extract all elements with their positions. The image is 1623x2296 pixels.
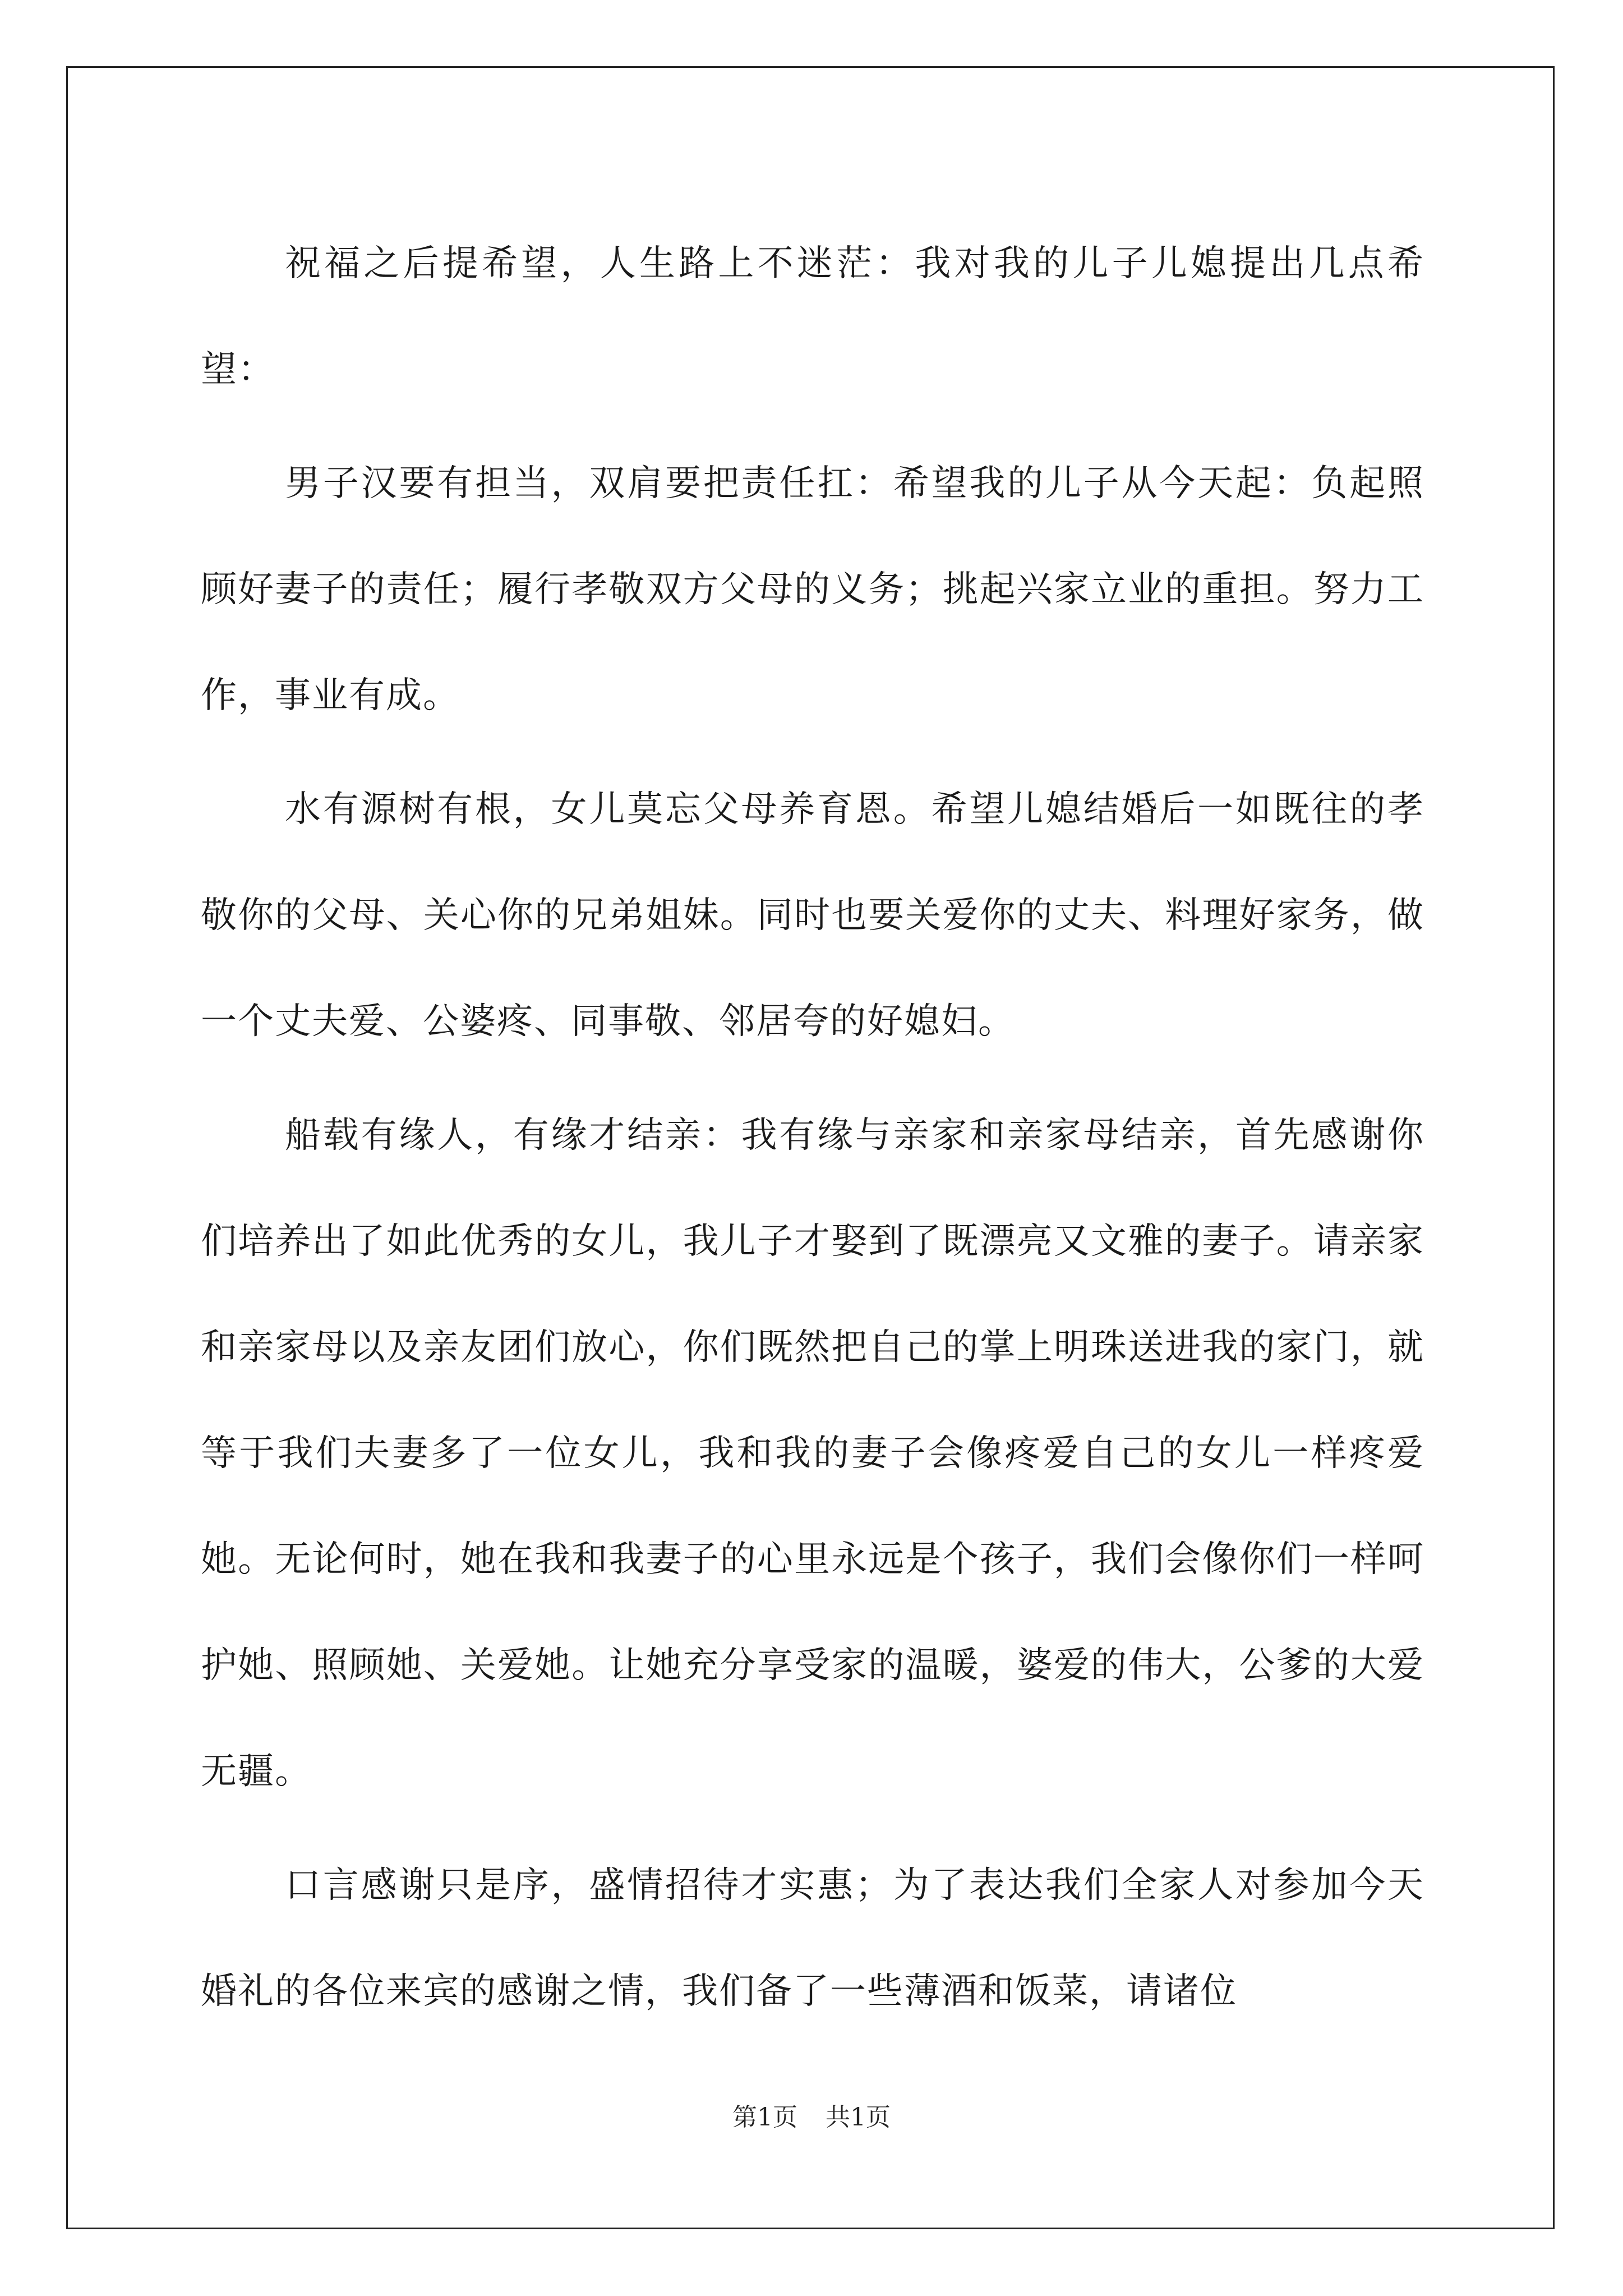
paragraph-in-laws-thanks: 船载有缘人，有缘才结亲：我有缘与亲家和亲家母结亲，首先感谢你们培养出了如此优秀的女儿，我儿子才娶到了既漂亮又文雅的妻子。请亲家和亲家母以及亲友团们放心，你们既然把自己的掌上明珠送进我的家门，就等于我们夫妻多了一位女儿，我和我的妻子会像疼爱自己的女儿一样疼爱她。无论何时，她在我和我妻子的心里永远是个孩子，我们会像你们一样呵护她、照顾她、关爱她。让她充分享受家的温暖，婆爱的伟大，公爹的大爱无疆。 [201,1115,1424,1792]
document-body [201,211,1424,2053]
page-total: 共1页 [826,2103,891,2132]
page-footer [0,2097,1623,2133]
paragraph-daughter-in-law: 水有源树有根，女儿莫忘父母养育恩。希望儿媳结婚后一如既往的孝敬你的父母、关心你的兄弟姐妹。同时也要关爱你的丈夫、料理好家务，做一个丈夫爱、公婆疼、同事敬、邻居夸的好媳妇。 [201,789,1424,1042]
paragraph-son-responsibility: 男子汉要有担当，双肩要把责任扛：希望我的儿子从今天起：负起照顾好妻子的责任；履行孝敬双方父母的义务；挑起兴家立业的重担。努力工作，事业有成。 [201,463,1424,716]
paragraph-hope-intro: 祝福之后提希望，人生路上不迷茫：我对我的儿子儿媳提出几点希望： [201,243,1424,390]
page-number: 第1页 [732,2103,797,2132]
paragraph-banquet-thanks: 口言感谢只是序，盛情招待才实惠；为了表达我们全家人对参加今天婚礼的各位来宾的感谢之情，我们备了一些薄酒和饭菜，请诸位 [201,1865,1424,2012]
